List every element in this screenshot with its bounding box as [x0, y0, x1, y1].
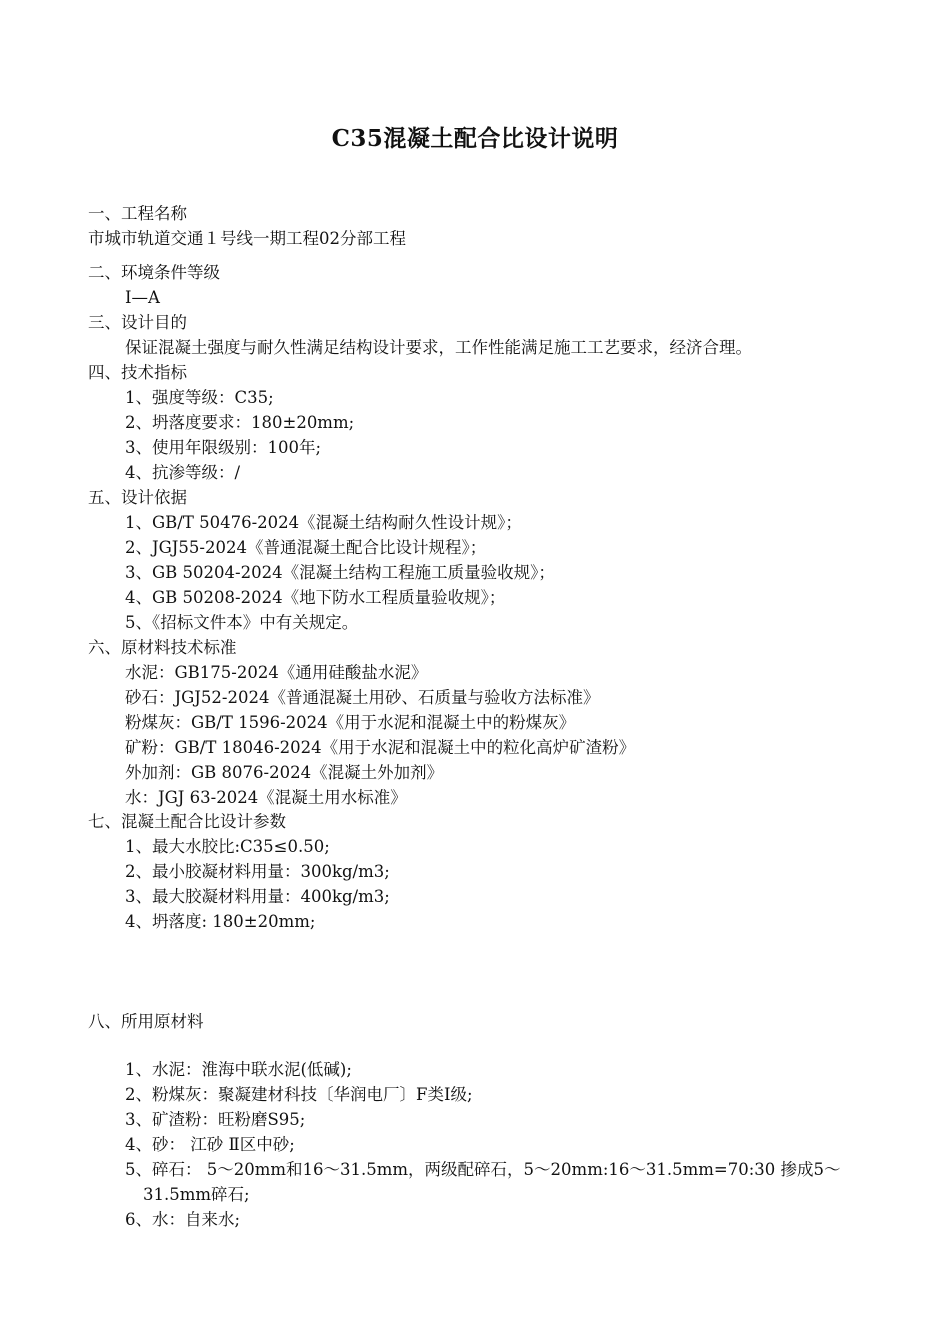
section-heading-mix-parameters: 七、混凝土配合比设计参数: [88, 812, 286, 831]
list-item: 3、GB 50204-2024《混凝土结构工程施工质量验收规》；: [125, 563, 555, 582]
section-heading-project-name: 一、工程名称: [88, 204, 187, 223]
design-purpose-text: 保证混凝土强度与耐久性满足结构设计要求，工作性能满足施工工艺要求，经济合理。: [125, 338, 752, 357]
project-name-text: 市城市轨道交通１号线一期工程02分部工程: [88, 229, 406, 248]
list-item: 5、《招标文件本》中有关规定。: [125, 613, 359, 632]
section-heading-material-standards: 六、原材料技术标准: [88, 638, 237, 657]
environment-grade-text: Ⅰ—A: [125, 288, 160, 307]
list-item: 2、JGJ55-2024《普通混凝土配合比设计规程》；: [125, 538, 487, 557]
list-item-continuation: 31.5mm碎石;: [143, 1185, 250, 1204]
list-item: 1、强度等级：C35;: [125, 388, 274, 407]
list-item: 2、粉煤灰：聚凝建材科技〔华润电厂〕F类Ⅰ级;: [125, 1085, 473, 1104]
list-item: 3、使用年限级别：100年;: [125, 438, 322, 457]
list-item: 1、GB/T 50476-2024《混凝土结构耐久性设计规》；: [125, 513, 522, 532]
list-item: 粉煤灰：GB/T 1596-2024《用于水泥和混凝土中的粉煤灰》: [125, 713, 576, 732]
section-heading-raw-materials: 八、所用原材料: [88, 1012, 204, 1031]
list-item: 5、碎石： 5～20mm和16～31.5mm，两级配碎石，5～20mm:16～31.5mm=70:30 掺成5～: [125, 1160, 841, 1179]
list-item: 外加剂：GB 8076-2024《混凝土外加剂》: [125, 763, 444, 782]
section-heading-environment: 二、环境条件等级: [88, 263, 220, 282]
list-item: 6、水：自来水;: [125, 1210, 241, 1229]
list-item: 水泥：GB175-2024《通用硅酸盐水泥》: [125, 663, 428, 682]
list-item: 矿粉：GB/T 18046-2024《用于水泥和混凝土中的粒化高炉矿渣粉》: [125, 738, 636, 757]
list-item: 2、坍落度要求：180±20mm;: [125, 413, 355, 432]
section-heading-design-basis: 五、设计依据: [88, 488, 187, 507]
list-item: 3、矿渣粉：旺粉磨S95;: [125, 1110, 306, 1129]
list-item: 3、最大胶凝材料用量：400kg/m3;: [125, 887, 390, 906]
list-item: 2、最小胶凝材料用量：300kg/m3;: [125, 862, 390, 881]
list-item: 水：JGJ 63-2024《混凝土用水标准》: [125, 788, 407, 807]
list-item: 砂石：JGJ52-2024《普通混凝土用砂、石质量与验收方法标准》: [125, 688, 600, 707]
list-item: 4、砂： 江砂 Ⅱ区中砂;: [125, 1135, 295, 1154]
list-item: 1、水泥：淮海中联水泥(低碱);: [125, 1060, 352, 1079]
list-item: 1、最大水胶比:C35≤0.50;: [125, 837, 330, 856]
list-item: 4、GB 50208-2024《地下防水工程质量验收规》；: [125, 588, 506, 607]
document-title: C35混凝土配合比设计说明: [331, 125, 619, 152]
section-heading-design-purpose: 三、设计目的: [88, 313, 187, 332]
list-item: 4、坍落度: 180±20mm;: [125, 912, 316, 931]
section-heading-technical-indicators: 四、技术指标: [88, 363, 187, 382]
list-item: 4、抗渗等级：/: [125, 463, 241, 482]
